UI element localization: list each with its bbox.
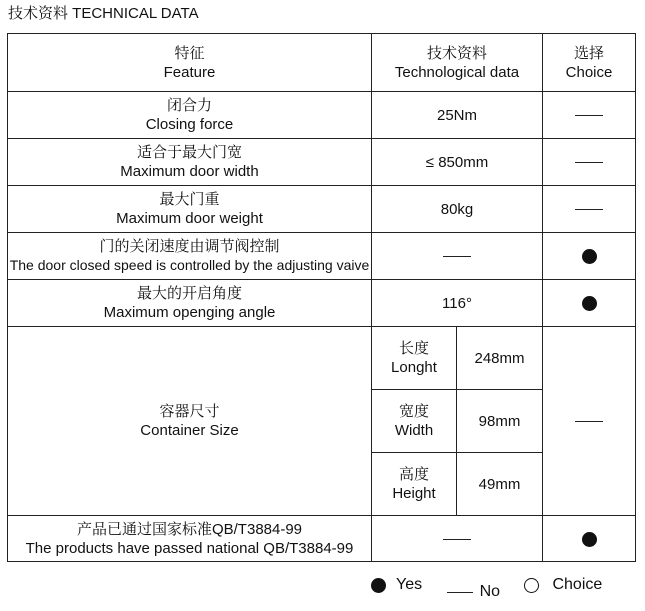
tech-header-cn: 技术资料 bbox=[427, 44, 488, 62]
technical-data-table bbox=[7, 33, 636, 562]
table-row bbox=[8, 139, 636, 186]
choice-cell bbox=[543, 92, 636, 139]
legend-yes bbox=[371, 576, 422, 594]
choice-cell bbox=[543, 139, 636, 186]
legend-choice bbox=[524, 576, 602, 594]
feature-en: The door closed speed is controlled by the adjusting vaive bbox=[9, 257, 370, 273]
header-row bbox=[8, 34, 636, 92]
container-label-cell bbox=[8, 327, 372, 516]
no-dash-icon bbox=[443, 256, 471, 257]
feature-cell bbox=[8, 280, 372, 327]
choice-cell bbox=[543, 233, 636, 280]
feature-en: Maximum door width bbox=[120, 163, 259, 180]
dimension-cn: 高度 bbox=[398, 466, 429, 483]
choice-cell bbox=[543, 516, 636, 562]
page-heading: 技术资料 TECHNICAL DATA bbox=[8, 5, 199, 22]
dimension-label-cell bbox=[372, 327, 457, 390]
feature-header bbox=[8, 34, 372, 92]
table-row bbox=[8, 92, 636, 139]
tech-header bbox=[372, 34, 543, 92]
feature-cn: 最大门重 bbox=[159, 191, 220, 208]
yes-dot-icon bbox=[371, 578, 386, 593]
feature-en: The products have passed national QB/T3884-99 bbox=[25, 539, 354, 557]
feature-header-cn: 特征 bbox=[174, 44, 205, 62]
value-cell: 25Nm bbox=[372, 92, 543, 139]
dimension-en: Height bbox=[392, 485, 436, 502]
feature-cn: 门的关闭速度由调节阀控制 bbox=[99, 238, 280, 255]
no-dash-icon bbox=[575, 162, 603, 163]
feature-cell bbox=[8, 233, 372, 280]
yes-dot-icon bbox=[582, 532, 597, 547]
legend bbox=[371, 576, 603, 600]
legend-yes-label: Yes bbox=[396, 576, 423, 593]
dimension-en: Width bbox=[394, 422, 434, 439]
yes-dot-icon bbox=[582, 249, 597, 264]
no-dash-icon bbox=[447, 592, 473, 593]
feature-cell bbox=[8, 516, 372, 562]
feature-cell bbox=[8, 92, 372, 139]
table-row bbox=[8, 233, 636, 280]
container-en: Container Size bbox=[140, 422, 239, 439]
dimension-cn: 长度 bbox=[398, 340, 429, 357]
table-row bbox=[8, 186, 636, 233]
legend-no bbox=[447, 583, 500, 601]
choice-cell bbox=[543, 327, 636, 516]
feature-cn: 适合于最大门宽 bbox=[136, 144, 242, 161]
legend-no-label: No bbox=[479, 583, 501, 600]
tech-header-en: Technological data bbox=[394, 63, 520, 81]
feature-cn: 最大的开启角度 bbox=[136, 285, 242, 302]
dimension-value-cell: 248mm bbox=[457, 327, 543, 390]
feature-cn: 产品已通过国家标准QB/T3884-99 bbox=[76, 520, 303, 538]
value-cell bbox=[372, 233, 543, 280]
dimension-en: Longht bbox=[391, 359, 437, 376]
value-cell bbox=[372, 516, 543, 562]
container-cn: 容器尺寸 bbox=[159, 403, 220, 420]
value-cell: 80kg bbox=[372, 186, 543, 233]
yes-dot-icon bbox=[582, 296, 597, 311]
choice-cell bbox=[543, 186, 636, 233]
dimension-label-cell bbox=[372, 453, 457, 516]
value-cell: ≤ 850mm bbox=[372, 139, 543, 186]
choice-cell bbox=[543, 280, 636, 327]
feature-cell bbox=[8, 186, 372, 233]
no-dash-icon bbox=[575, 115, 603, 116]
container-row bbox=[8, 327, 636, 390]
dimension-label-cell bbox=[372, 390, 457, 453]
table-row bbox=[8, 516, 636, 562]
legend-choice-label: Choice bbox=[552, 576, 603, 593]
no-dash-icon bbox=[443, 539, 471, 540]
dimension-value-cell: 49mm bbox=[457, 453, 543, 516]
feature-en: Maximum openging angle bbox=[103, 304, 276, 321]
choice-header bbox=[543, 34, 636, 92]
feature-en: Closing force bbox=[145, 116, 234, 133]
no-dash-icon bbox=[575, 421, 603, 422]
dimension-value-cell: 98mm bbox=[457, 390, 543, 453]
choice-header-cn: 选择 bbox=[574, 44, 605, 62]
choice-header-en: Choice bbox=[565, 63, 613, 81]
no-dash-icon bbox=[575, 209, 603, 210]
feature-cn: 闭合力 bbox=[166, 97, 212, 114]
value-cell: 116° bbox=[372, 280, 543, 327]
feature-cell bbox=[8, 139, 372, 186]
feature-en: Maximum door weight bbox=[116, 210, 263, 227]
table-row bbox=[8, 280, 636, 327]
dimension-cn: 宽度 bbox=[398, 403, 429, 420]
feature-header-en: Feature bbox=[163, 63, 216, 81]
choice-circle-icon bbox=[524, 578, 539, 593]
